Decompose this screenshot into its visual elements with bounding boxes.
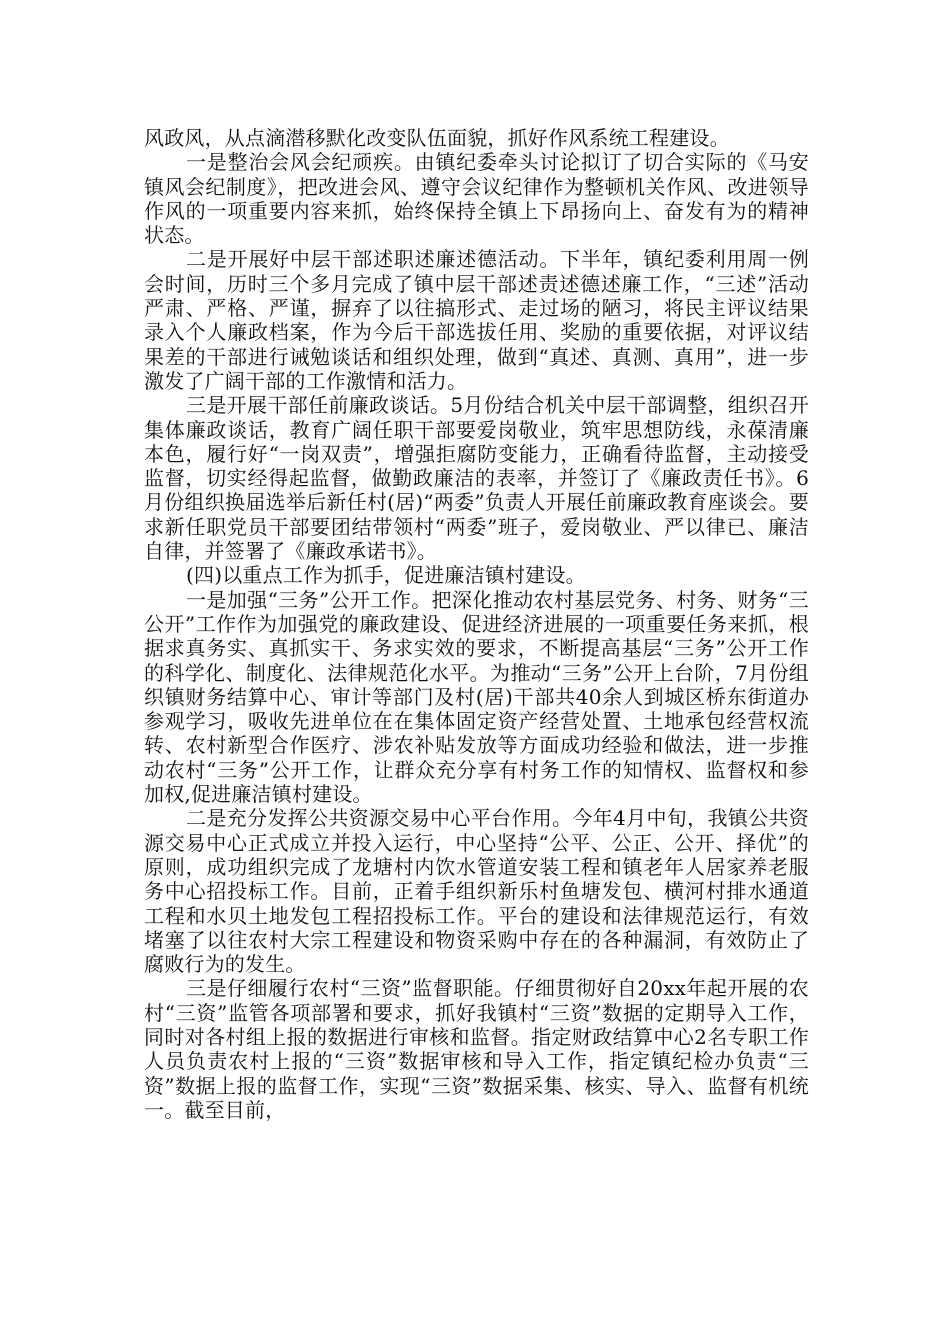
paragraph-1: 风政风，从点滴潜移默化改变队伍面貌，抓好作风系统工程建设。 (144, 126, 730, 150)
paragraph-6: 二是充分发挥公共资源交易中心平台作用。今年4月中旬，我镇公共资源交易中心正式成立并投入运行，中心坚持“公平、公正、公开、择优”的原则，成功组织完成了龙塘村内饮水管道安装工程和镇老年人居家养老服务中心招投标工作。目前，正着手组织新乐村鱼塘发包、横河村排水通道工程和水贝土地发包工程招投标工作。平台的建设和法律规范运行，有效堵塞了以往农村大宗工程建设和物资采购中存在的各种漏洞，有效防止了腐败行为的发生。 (144, 806, 809, 977)
section-heading-4: (四)以重点工作为抓手，促进廉洁镇村建设。 (186, 563, 586, 588)
paragraph-2: 一是整治会风会纪顽疾。由镇纪委牵头讨论拟订了切合实际的《马安镇风会纪制度》，把改进会风、遵守会议纪律作为整顿机关作风、改进领导作风的一项重要内容来抓，始终保持全镇上下昂扬向上、奋发有为的精神状态。 (144, 150, 809, 248)
paragraph-4: 三是开展干部任前廉政谈话。5月份结合机关中层干部调整，组织召开集体廉政谈话，教育广阔任职干部要爱岗敬业，筑牢思想防线，永葆清廉本色，履行好“一岗双责”，增强拒腐防变能力，正确看待监督，主动接受监督，切实经得起监督，做勤政廉洁的表率，并签订了《廉政责任书》。6月份组织换届选举后新任村(居)“两委”负责人开展任前廉政教育座谈会。要求新任职党员干部要团结带领村“两委”班子，爱岗敬业、严以律已、廉洁自律，并签署了《廉政承诺书》。 (144, 393, 809, 564)
paragraph-7: 三是仔细履行农村“三资”监督职能。仔细贯彻好自20xx年起开展的农村“三资”监管各项部署和要求，抓好我镇村“三资”数据的定期导入工作，同时对各村组上报的数据进行审核和监督。指定财政结算中心2名专职工作人员负责农村上报的“三资”数据审核和导入工作，指定镇纪检办负责“三资”数据上报的监督工作，实现“三资”数据采集、核实、导入、监督有机统一。截至目前， (144, 976, 809, 1122)
paragraph-3: 二是开展好中层干部述职述廉述德活动。下半年，镇纪委利用周一例会时间，历时三个多月完成了镇中层干部述责述德述廉工作，“三述”活动严肃、严格、严谨，摒弃了以往搞形式、走过场的陋习，将民主评议结果录入个人廉政档案，作为今后干部选拔任用、奖励的重要依据，对评议结果差的干部进行诫勉谈话和组织处理，做到“真述、真测、真用”，进一步激发了广阔干部的工作激情和活力。 (144, 247, 809, 393)
paragraph-5: 一是加强“三务”公开工作。把深化推动农村基层党务、村务、财务“三公开”工作作为加强党的廉政建设、促进经济进展的一项重要任务来抓，根据求真务实、真抓实干、务求实效的要求，不断提高基层“三务”公开工作的科学化、制度化、法律规范化水平。为推动“三务”公开上台阶，7月份组织镇财务结算中心、审计等部门及村(居)干部共40余人到城区桥东街道办参观学习，吸收先进单位在在集体固定资产经营处置、土地承包经营权流转、农村新型合作医疗、涉农补贴发放等方面成功经验和做法，进一步推动农村“三务”公开工作，让群众充分享有村务工作的知情权、监督权和参加权,促进廉洁镇村建设。 (144, 587, 809, 807)
document-body (144, 126, 809, 1122)
